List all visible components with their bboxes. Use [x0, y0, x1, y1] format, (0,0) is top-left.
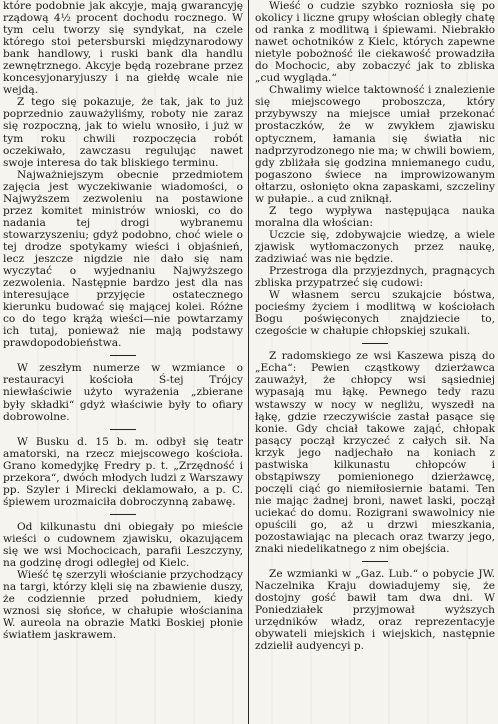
paragraph-kaszewo: Z radomskiego ze wsi Kaszewa piszą do „Echa“: Pewien cząstkowy dzierżawca zauważył, że chłopcy wsi sąsiedniej wypasają mu łąkę. Pewnego tedy razu wstawszy w nocy w negliżu, wyszedł na łąkę, gdzie rzeczywiście zastał pasące się konie. Gdy chciał takowe zająć, chłopak pasący począł krzyczeć z całych sił. Na krzyk jego nadjechało na koniach z pastwiska kilkunastu chłopców i obstąpiwszy pomienionego dzierżawcę, poczęli ciąć go niemiłosiernie batami. Ten nie mając żadnej broni, nawet laski, począł uciekać do domu. Rozigrani swawolnicy nie opuścili go, aż u drzwi mieszkania, pozostawiając na plecach oraz twarzy jego, znaki niedelikatnego z nim obejścia. — [255, 350, 495, 556]
paragraph-seek-god: W własnem sercu szukajcie bóstwa, pocieśmy życiem i modlitwą w kościołach Bogu poświęconych znajdziecie to, czegoście w chałupie chłopskiej szukali. — [255, 289, 495, 338]
paragraph-gazeta-lubelska: Ze wzmianki w „Gaz. Lub.“ o pobycie JW. Naczelnika Kraju dowiadujemy się, że dostojny gość bawił tam dwa dni. W Poniedziałek przyjmował wyższych urzędników władz, oraz reprezentacyje obywateli miejskich i wiejskich, następnie zdzielił audyencyi p. — [255, 568, 495, 653]
paragraph-church-correction: W zeszłym numerze w wzmiance o restauracyi kościoła Ś-tej Trójcy niewłaściwie użyto wyrażenia „zbierane były składki“ gdyż właściwie były to ofiary dobrowolne. — [3, 362, 243, 423]
paragraph-railway-shares: które podobnie jak akcyje, mają gwarancyję rządową 4½ procent dochodu rocznego. W tym celu tworzy się syndykat, na czele którego stoi petersburski międzynarodowy bank handlowy, i ruski bank dla handlu zewnętrznego. Akcyje będą rozebrane przez koncesyjonaryjuszy i na giełdę wcale nie wejdą. — [3, 0, 243, 97]
paragraph-moral: Z tego wypływa następująca nauka moralna dla włościan: — [255, 204, 495, 229]
section-separator — [110, 355, 136, 356]
section-separator — [110, 429, 136, 430]
section-separator — [362, 343, 388, 344]
paragraph-miracle-rumours: Od kilkunastu dni obiegały po mieście wieści o cudownem zjawisku, okazującem się we wsi Mochocicach, parafii Leszczyny, na godzinę drogi odległej od Kielc. — [3, 520, 243, 570]
paragraph-learn: Uczcie się, zdobywajcie wiedzę, a wiele zjawisk wytłomaczonych przez naukę, zadziwiać was nie będzie. — [255, 228, 495, 265]
left-column — [3, 0, 243, 724]
paragraph-warning: Przestroga dla przyjezdnych, pragnących zbliska przypatrzeć się cudowi: — [255, 265, 495, 290]
paragraph-awaiting-permission: Najważniejszym obecnie przedmiotem zajęcia jest wyczekiwanie wiadomości, o Najwyższem zezwoleniu na postawione przez komitet ministrów wnioski, co do nadania tej drogi wybranemu stowarzyszeniu; gdyż podobno, choć wiele o tej drodze spotykamy wieści i objaśnień, lecz jeszcze nigdzie nie dało się nam wyczytać o wyjednaniu Najwyższego zezwolenia. Następnie bardzo jest dla nas interesujące przyjęcie ostatecznego kierunku budować się mającej kolei. Różne co do tego krążą wieści—nie powtarzamy ich tutaj, ponieważ nie mają podstawy prawdopodobieństwa. — [3, 168, 243, 350]
paragraph-miracle-peasants: Wieść tę szerzyli włościanie przychodzący na targi, którzy klęli się na zbawienie duszy, że codziennie przed południem, kiedy wznosi się słońce, w chałupie włościanina W. aureola na obrazie Matki Boskiej płonie światłem jaskrawem. — [3, 569, 243, 642]
right-column — [255, 0, 495, 724]
paragraph-parish-priest: Chwalimy wielce taktowność i znalezienie się miejscowego proboszcza, który przybywszy na miejsce umiał przekonać prostaczków, że w zwykłem zjawisku optycznem, łamania się światła nic nadprzyrodzonego nie ma; w chwili bowiem, gdy zbliżała się godzina mniemanego cudu, pogaszono świece na improwizowanym ołtarzu, osłonięto okna zapaskami, szczeliny w pułapie.. a cud zniknął. — [255, 84, 495, 205]
section-separator — [110, 514, 136, 515]
section-separator — [362, 561, 388, 562]
column-divider — [248, 0, 249, 724]
paragraph-miracle-crowds: Wieść o cudzie szybko rozniosła się po okolicy i liczne grupy włościan obległy chatę od ranka z modlitwą i śpiewami. Niebrakło nawet ochotników z Kielc, których zapewne nietyle pobożność ile ciekawość prowadziła do Mochocic, aby zobaczyć jak to zbliska „cud wygląda.“ — [255, 0, 495, 85]
paragraph-works-start: Z tego się pokazuje, że tak, jak to już poprzednio zauważyliśmy, roboty nie zaraz się rozpoczną, jak to wielu wnosiło, i już w tym roku chwili rozpoczęcia robót oczekiwało, zawczasu regulując nawet swoje interesa do tak bliskiego terminu. — [3, 96, 243, 169]
paragraph-busko-theatre: W Busku d. 15 b. m. odbył się teatr amatorski, na rzecz miejscowego kościoła. Grano komedyjkę Fredry p. t. „Zrzędność i przekora“, dwóch młodych ludzi z Warszawy pp. Szyler i Mirecki deklamowało, a p. C. śpiewem urozmaiciła dobroczynną zabawę. — [3, 435, 243, 508]
